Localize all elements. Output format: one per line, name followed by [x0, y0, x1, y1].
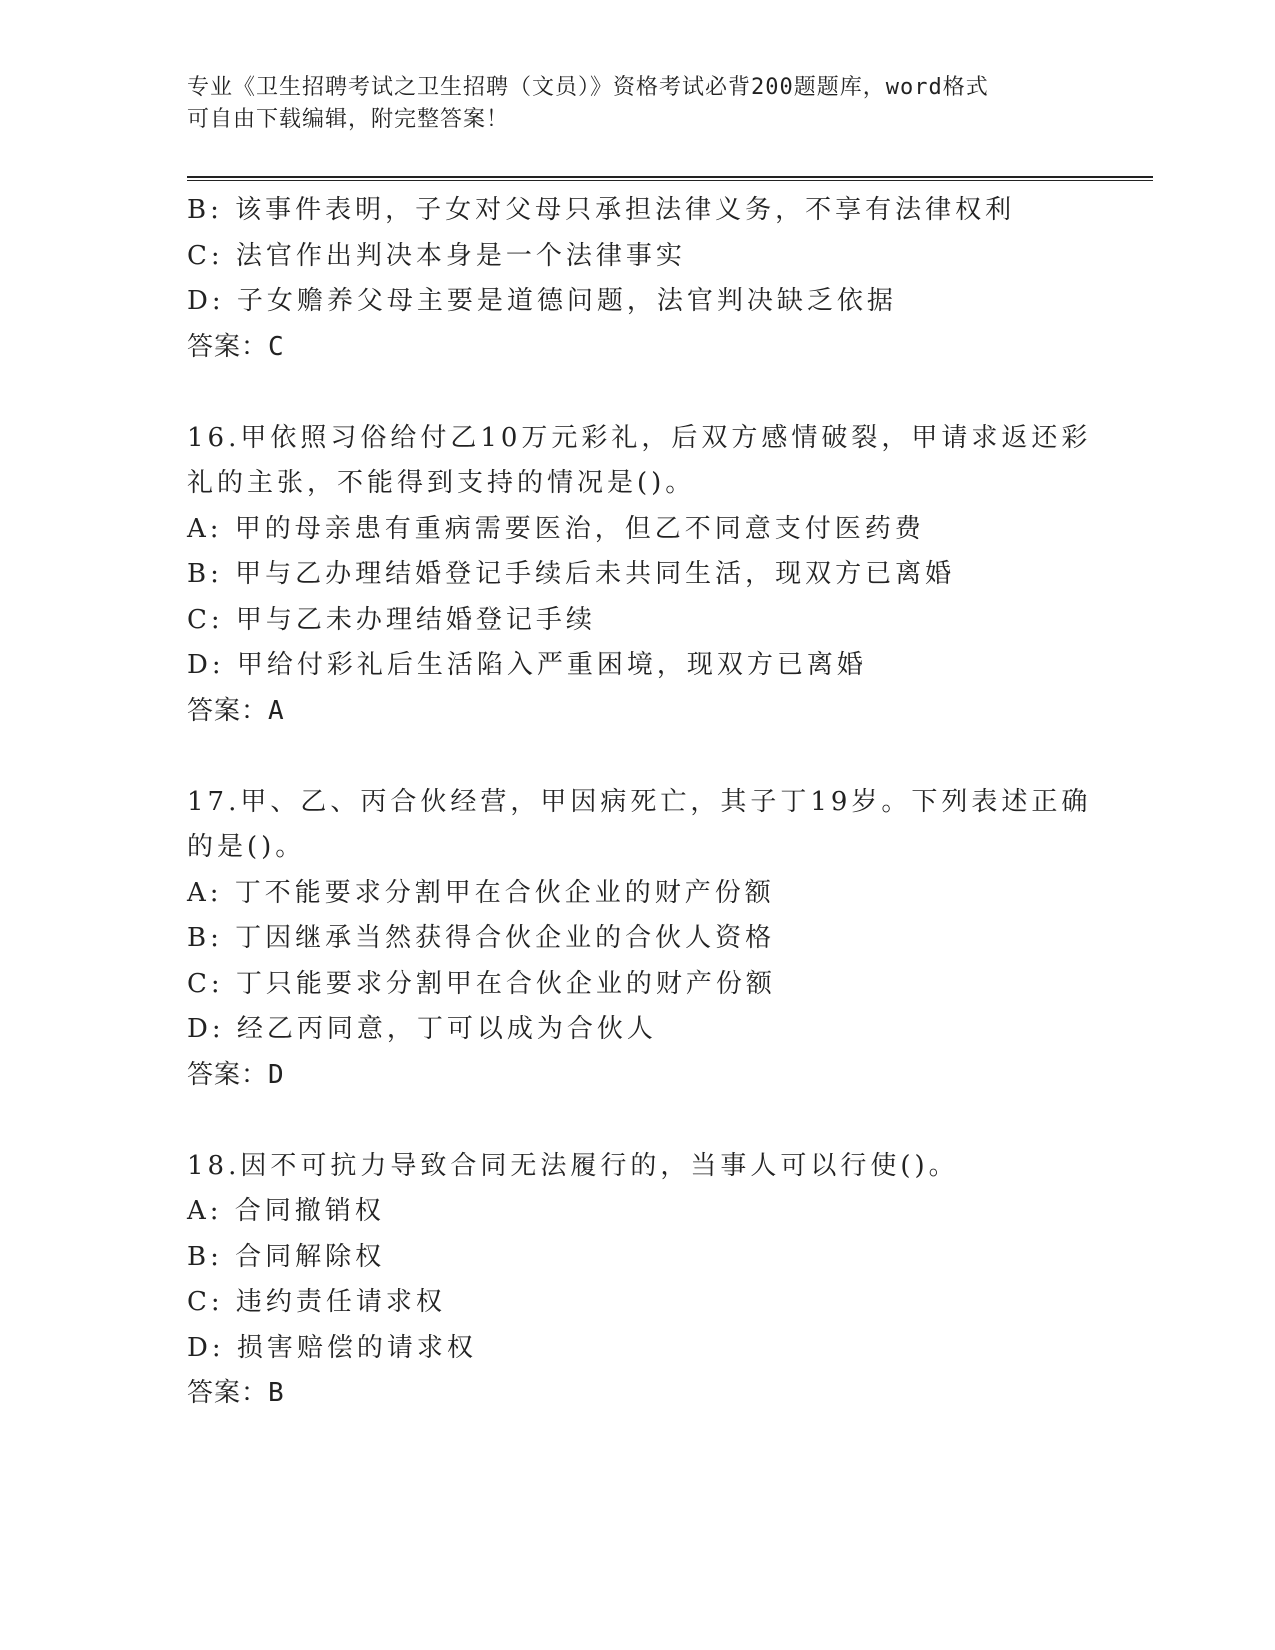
- option-d: D: 经乙丙同意，丁可以成为合伙人: [187, 1014, 657, 1044]
- answer-label: 答案：: [187, 1378, 269, 1408]
- option-a: A: 合同撤销权: [187, 1196, 385, 1226]
- answer-label: 答案：: [187, 695, 269, 726]
- spacer: [187, 1098, 1107, 1144]
- answer-value: B: [268, 1378, 285, 1408]
- option-b: B: 丁因继承当然获得合伙企业的合伙人资格: [187, 923, 776, 953]
- option-c: C: 违约责任请求权: [187, 1287, 446, 1317]
- option-b: B: 该事件表明，子女对父母只承担法律义务，不享有法律权利: [187, 195, 1016, 225]
- option-c: C: 甲与乙未办理结婚登记手续: [187, 604, 596, 635]
- question-stem-line-1: 16.甲依照习俗给付乙10万元彩礼，后双方感情破裂，甲请求返还彩: [187, 422, 1092, 453]
- option-d: D: 损害赔偿的请求权: [187, 1332, 477, 1363]
- answer-label: 答案：: [187, 331, 269, 362]
- option-c: C: 丁只能要求分割甲在合伙企业的财产份额: [187, 968, 776, 999]
- answer-label: 答案：: [187, 1059, 269, 1090]
- option-c: C: 法官作出判决本身是一个法律事实: [187, 240, 686, 271]
- header-title-line-1: 专业《卫生招聘考试之卫生招聘（文员）》资格考试必背200题题库，word格式: [187, 75, 989, 100]
- question-15-continued: [187, 188, 1107, 370]
- question-17: [187, 780, 1107, 1099]
- question-16: [187, 416, 1107, 735]
- answer-value: C: [268, 331, 285, 362]
- question-content: [187, 188, 1107, 1417]
- option-b: B: 合同解除权: [187, 1241, 386, 1272]
- document-header: [187, 72, 1087, 136]
- option-b: B: 甲与乙办理结婚登记手续后未共同生活，现双方已离婚: [187, 559, 956, 589]
- header-title-line-2: 可自由下载编辑，附完整答案！: [187, 107, 510, 132]
- answer-value: A: [268, 695, 285, 726]
- answer-value: D: [268, 1059, 285, 1090]
- option-a: A: 甲的母亲患有重病需要医治，但乙不同意支付医药费: [187, 513, 925, 544]
- option-d: D: 子女赡养父母主要是道德问题，法官判决缺乏依据: [187, 286, 897, 316]
- question-stem-line-1: 17.甲、乙、丙合伙经营，甲因病死亡，其子丁19岁。下列表述正确: [187, 786, 1092, 817]
- answer-line: [187, 1371, 1107, 1417]
- question-stem-line-2: 礼的主张，不能得到支持的情况是()。: [187, 468, 696, 498]
- header-divider: [187, 176, 1153, 181]
- answer-line: [187, 325, 1107, 371]
- question-18: [187, 1144, 1107, 1417]
- option-a: A: 丁不能要求分割甲在合伙企业的财产份额: [187, 877, 775, 908]
- option-d: D: 甲给付彩礼后生活陷入严重困境，现双方已离婚: [187, 650, 867, 680]
- question-stem-line-1: 18.因不可抗力导致合同无法履行的，当事人可以行使()。: [187, 1150, 959, 1181]
- question-stem-line-2: 的是()。: [187, 832, 306, 862]
- answer-line: [187, 689, 1107, 735]
- answer-line: [187, 1053, 1107, 1099]
- spacer: [187, 370, 1107, 416]
- spacer: [187, 734, 1107, 780]
